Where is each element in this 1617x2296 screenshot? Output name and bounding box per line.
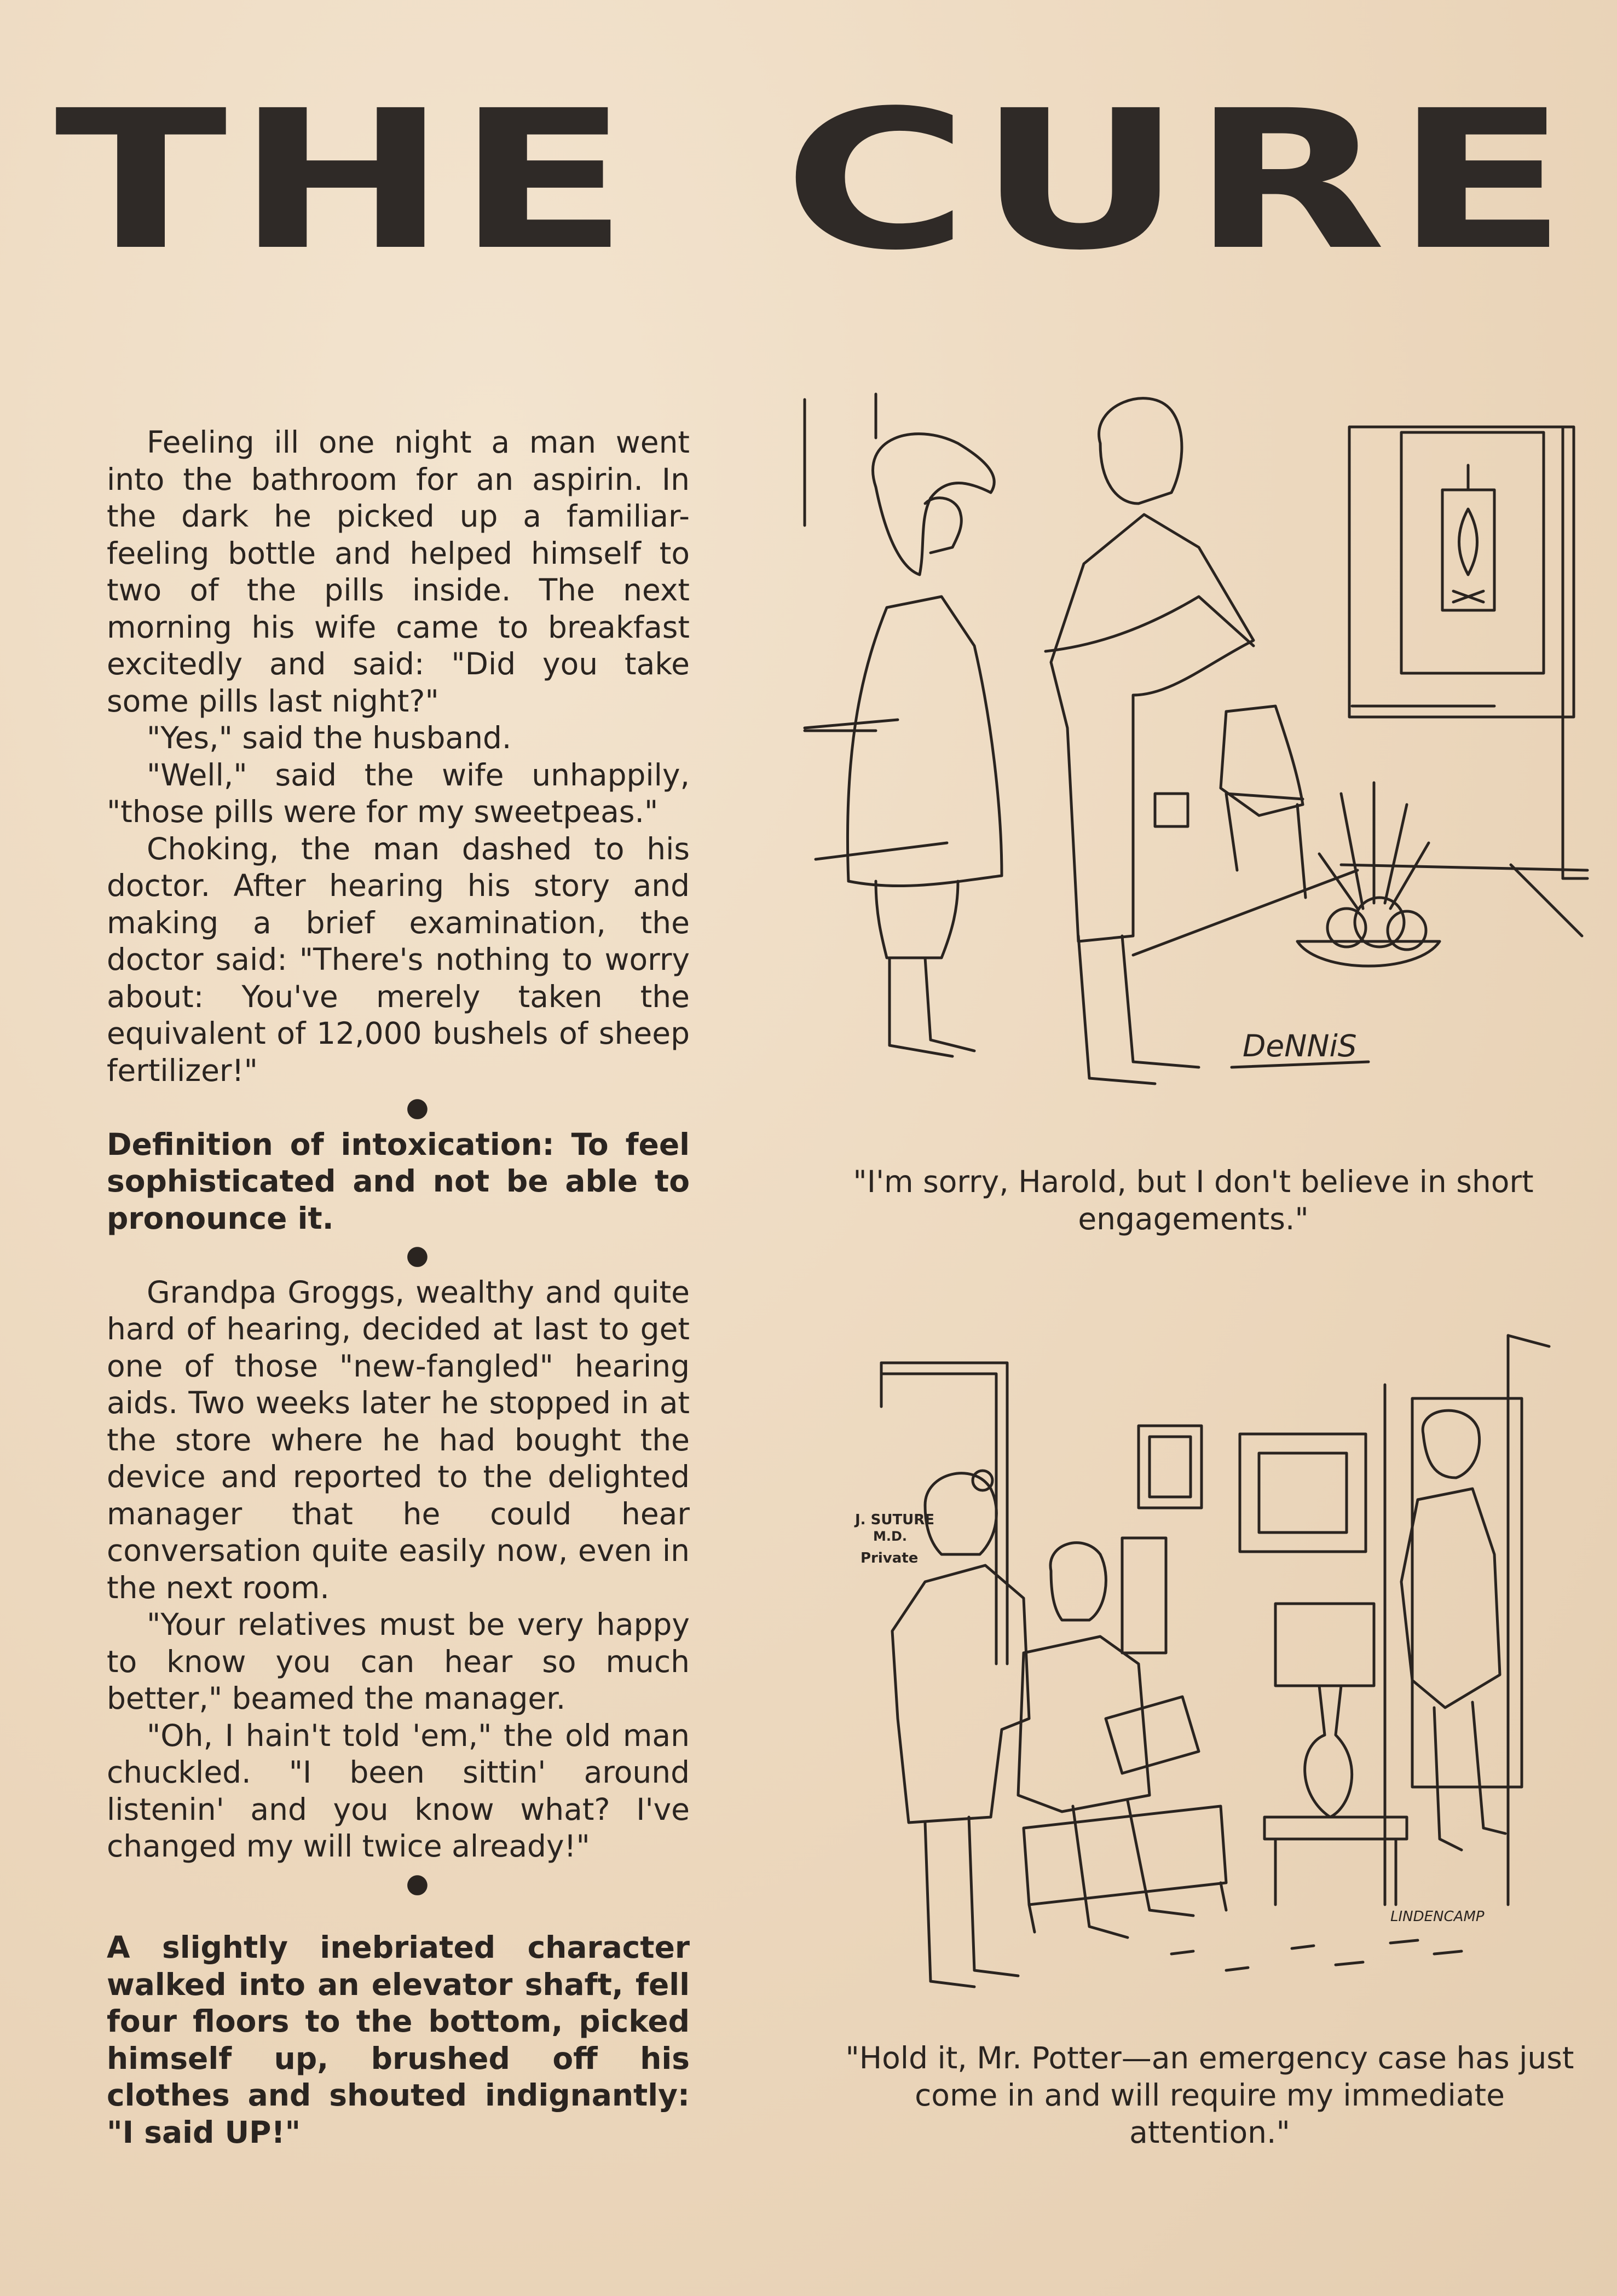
patient-head xyxy=(1050,1543,1106,1620)
man-head xyxy=(1099,398,1182,504)
separator-dot: ● xyxy=(406,1867,429,1899)
sign-line1: J. SUTURE xyxy=(855,1512,935,1528)
story1-paragraph: Feeling ill one night a man went into the bathroom for an aspirin. In the dark he picked up a familiar-feeling bottle and helped himself to two of the pills inside. The next morning his wife came to breakfast excitedly and said: "Did you take some pills last night?" xyxy=(107,425,690,719)
story1-paragraph: "Well," said the wife unhappily, "those pills were for my sweetpeas." xyxy=(107,757,690,829)
cartoon1-signature: DeNNiS xyxy=(1243,1028,1357,1063)
story1-paragraph: Choking, the man dashed to his doctor. After hearing his story and making a brief examination, the doctor said: "There's nothing to worry about: You've merely taken the equivalent of 12,000 bushels of sheep fertilizer!" xyxy=(107,831,690,1088)
woman-face xyxy=(925,498,961,553)
cartoon1-caption: "I'm sorry, Harold, but I don't believe in short engagements." xyxy=(853,1164,1534,1236)
sofa xyxy=(1024,1806,1226,1905)
story2-paragraph: Grandpa Groggs, wealthy and quite hard of hearing, decided at last to get one of those "new-fangled" hearing aids. Two weeks later he stopped in at the store where he had bought the device and reported to the delighted manager that he could hear conversation quite easily now, even in the next room. xyxy=(107,1274,690,1605)
door-frame-inner xyxy=(1401,432,1544,673)
story1-paragraph: "Yes," said the husband. xyxy=(147,720,512,755)
story2-paragraph: "Your relatives must be very happy to know you can hear so much better," beamed the manager. xyxy=(107,1607,690,1716)
definition-joke: Definition of intoxication: To feel sophisticated and not be able to pronounce it. xyxy=(107,1126,690,1236)
cartoon2-caption: "Hold it, Mr. Potter—an emergency case has just come in and will require my immediate attention." xyxy=(845,2040,1574,2150)
patient-body xyxy=(1018,1636,1150,1812)
jokes-column xyxy=(107,424,690,2151)
title-word-cure: CURE xyxy=(783,69,1576,292)
title-word-the: THE xyxy=(55,69,638,292)
woman-legs xyxy=(890,958,974,1056)
lamp-base xyxy=(1305,1686,1352,1817)
man-legs xyxy=(1078,936,1199,1084)
floor-marks xyxy=(1171,1940,1462,1970)
separator-dot: ● xyxy=(406,1092,429,1123)
floor-line xyxy=(1511,865,1582,936)
floor-line xyxy=(816,843,947,859)
doctor-head xyxy=(925,1473,996,1554)
cartoon-engagement xyxy=(794,389,1598,1117)
cartoon-emergency xyxy=(843,1325,1598,2020)
story2-paragraph: "Oh, I hain't told 'em," the old man chuckled. "I been sittin' around listenin' and you know what? I've changed my will twice already!" xyxy=(107,1717,690,1864)
sign-line2: M.D. xyxy=(873,1529,908,1544)
woman-body xyxy=(847,597,1002,886)
lamp-shade xyxy=(1275,1604,1374,1686)
woman-hair xyxy=(873,434,995,575)
nurse-legs xyxy=(1434,1702,1505,1850)
doctor-legs xyxy=(925,1817,1018,1987)
man-pocket xyxy=(1155,794,1188,826)
man-body xyxy=(1051,514,1254,941)
plant-leaves xyxy=(1319,783,1429,909)
separator-dot: ● xyxy=(406,1240,429,1270)
picture-frame xyxy=(1122,1538,1166,1653)
page-title xyxy=(55,69,1576,292)
floor-line xyxy=(805,720,898,728)
cartoon2-signature: LINDENCAMP xyxy=(1390,1908,1485,1925)
nurse-dress xyxy=(1401,1489,1500,1708)
patient-magazine xyxy=(1106,1697,1199,1773)
floor-line xyxy=(1341,865,1587,870)
man-arms xyxy=(1046,597,1254,651)
nurse-head xyxy=(1423,1410,1479,1478)
sign-line3: Private xyxy=(861,1550,919,1566)
woman-skirt xyxy=(876,881,958,958)
elevator-joke: A slightly inebriated character walked into an elevator shaft, fell four floors to the bottom, picked himself up, brushed off his clothes and shouted indignantly: "I said UP!" xyxy=(107,1930,690,2150)
